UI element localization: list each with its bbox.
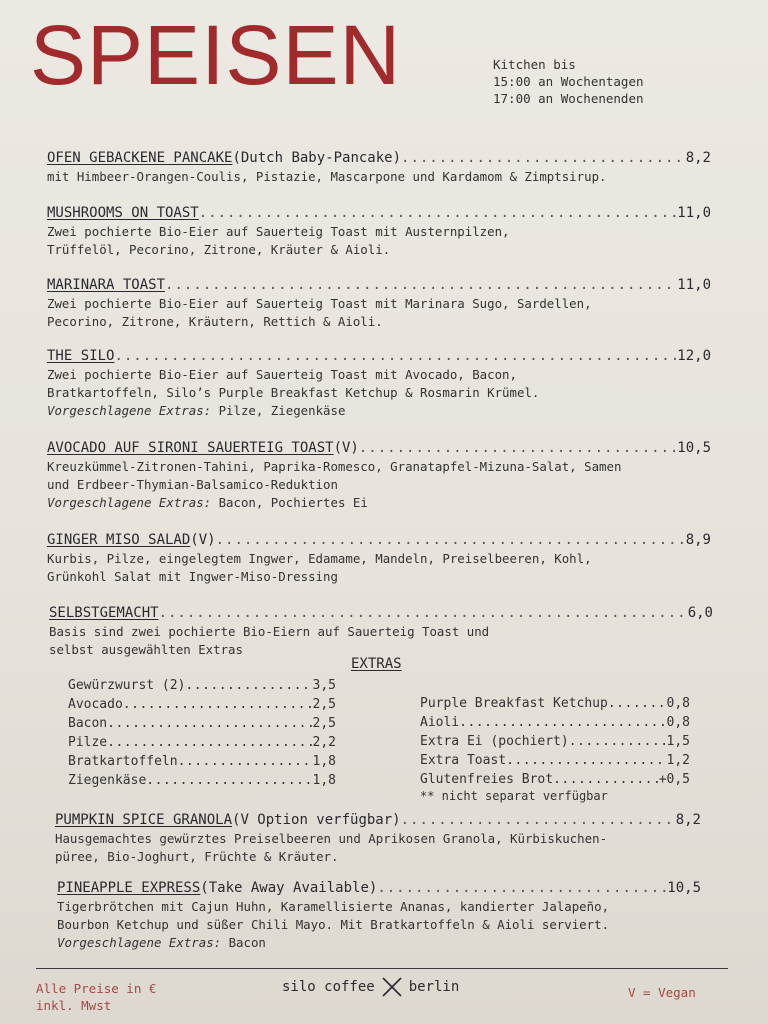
dot-leader bbox=[114, 346, 677, 366]
menu-item-selbstgemacht bbox=[49, 603, 713, 659]
item-name: PINEAPPLE EXPRESS bbox=[57, 880, 201, 896]
menu-item-ginger-miso-salad bbox=[47, 530, 711, 586]
dot-leader bbox=[165, 275, 677, 295]
extra-row bbox=[68, 733, 336, 752]
extra-row bbox=[420, 732, 690, 751]
dot-leader bbox=[377, 878, 667, 898]
suggested-extras bbox=[47, 494, 711, 512]
extras-heading: EXTRAS bbox=[351, 656, 402, 672]
menu-item-marinara bbox=[47, 275, 711, 331]
dot-leader bbox=[185, 676, 312, 695]
item-name: SELBSTGEMACHT bbox=[49, 605, 159, 621]
item-price: 8,2 bbox=[675, 812, 701, 828]
dot-leader bbox=[608, 694, 667, 713]
extra-row bbox=[68, 714, 336, 733]
extra-name: Bratkartoffeln bbox=[68, 754, 178, 769]
suggested-extras bbox=[57, 934, 701, 952]
dot-leader bbox=[506, 751, 666, 770]
dot-leader bbox=[359, 438, 677, 458]
extra-row bbox=[68, 771, 336, 790]
extra-row bbox=[68, 695, 336, 714]
dot-leader bbox=[178, 752, 313, 771]
item-name: OFEN GEBACKENE PANCAKE bbox=[47, 150, 233, 166]
item-description: Hausgemachtes gewürztes Preiselbeeren und Aprikosen Granola, Kürbiskuchen- püree, Bio-Joghurt, Früchte & Kräuter. bbox=[55, 831, 608, 864]
cross-icon bbox=[381, 976, 403, 998]
item-name: GINGER MISO SALAD bbox=[47, 532, 191, 548]
extra-name: Extra Toast bbox=[420, 753, 507, 768]
item-suffix: (V) bbox=[333, 440, 359, 456]
item-header bbox=[47, 346, 711, 366]
price-note: Alle Preise in € inkl. Mwst bbox=[36, 981, 157, 1013]
item-description: mit Himbeer-Orangen-Coulis, Pistazie, Mascarpone und Kardamom & Zimptsirup. bbox=[47, 169, 607, 184]
brand-name: silo coffee bbox=[282, 979, 375, 995]
extra-row bbox=[420, 751, 690, 770]
extra-name: Extra Ei (pochiert) bbox=[420, 734, 569, 749]
item-suffix: (Take Away Available) bbox=[200, 880, 378, 896]
extra-row bbox=[420, 770, 690, 789]
extra-name: Ziegenkäse bbox=[68, 773, 147, 788]
item-price: 6,0 bbox=[687, 605, 713, 621]
extras-note: ** nicht separat verfügbar bbox=[420, 789, 608, 803]
item-suffix: (V) bbox=[190, 532, 216, 548]
extra-price: +0,5 bbox=[658, 772, 690, 787]
dot-leader bbox=[553, 770, 659, 789]
extra-name: Pilze bbox=[68, 735, 108, 750]
item-name: AVOCADO AUF SIRONI SAUERTEIG TOAST bbox=[47, 440, 334, 456]
item-price: 11,0 bbox=[677, 277, 711, 293]
hours-line: Kitchen bis bbox=[493, 57, 576, 72]
footer-divider bbox=[36, 968, 728, 969]
extra-name: Purple Breakfast Ketchup bbox=[420, 696, 608, 711]
dot-leader bbox=[146, 771, 312, 790]
extras-right-list bbox=[420, 694, 690, 789]
dot-leader bbox=[199, 203, 678, 223]
kitchen-hours bbox=[493, 56, 644, 107]
extra-name: Gewürzwurst (2) bbox=[68, 678, 186, 693]
item-header bbox=[47, 203, 711, 223]
dot-leader bbox=[569, 732, 667, 751]
extra-price: 2,5 bbox=[312, 716, 336, 731]
menu-item-pineapple-express bbox=[57, 878, 701, 952]
dot-leader bbox=[216, 530, 686, 550]
extra-name: Aioli bbox=[420, 715, 460, 730]
extra-name: Bacon bbox=[68, 716, 108, 731]
dot-leader bbox=[159, 603, 688, 623]
dot-leader bbox=[123, 695, 313, 714]
brand-logo bbox=[282, 976, 459, 998]
item-suffix: (V Option verfügbar) bbox=[232, 812, 401, 828]
item-name: MARINARA TOAST bbox=[47, 277, 166, 293]
dot-leader bbox=[459, 713, 666, 732]
item-price: 11,0 bbox=[677, 205, 711, 221]
menu-item-the-silo bbox=[47, 346, 711, 420]
dot-leader bbox=[401, 148, 686, 168]
hours-line: 15:00 an Wochentagen bbox=[493, 74, 644, 89]
item-description: Zwei pochierte Bio-Eier auf Sauerteig Toast mit Avocado, Bacon, Bratkartoffeln, Silo’s Purple Breakfast Ketchup & Rosmarin Krümel. bbox=[47, 367, 540, 400]
item-price: 12,0 bbox=[677, 348, 711, 364]
extra-name: Glutenfreies Brot bbox=[420, 772, 554, 787]
item-description: Kurbis, Pilze, eingelegtem Ingwer, Edamame, Mandeln, Preiselbeeren, Kohl, Grünkohl Salat mit Ingwer-Miso-Dressing bbox=[47, 551, 592, 584]
extra-price: 1,2 bbox=[666, 753, 690, 768]
extra-price: 1,8 bbox=[312, 754, 336, 769]
extra-price: 2,2 bbox=[312, 735, 336, 750]
extra-row bbox=[68, 676, 336, 695]
dot-leader bbox=[107, 714, 312, 733]
item-price: 8,2 bbox=[685, 150, 711, 166]
item-header bbox=[49, 603, 713, 623]
item-price: 8,9 bbox=[685, 532, 711, 548]
suggested-label: Vorgeschlagene Extras: bbox=[57, 935, 222, 950]
item-header bbox=[47, 438, 711, 458]
extra-name: Avocado bbox=[68, 697, 123, 712]
hours-line: 17:00 an Wochenenden bbox=[493, 91, 644, 106]
item-header bbox=[47, 148, 711, 168]
item-description: Zwei pochierte Bio-Eier auf Sauerteig Toast mit Austernpilzen, Trüffelöl, Pecorino, Zitrone, Kräuter & Aioli. bbox=[47, 224, 510, 257]
menu-item-pumpkin-granola bbox=[55, 810, 701, 866]
item-description: Basis sind zwei pochierte Bio-Eiern auf Sauerteig Toast und selbst ausgewählten Extras bbox=[49, 624, 490, 657]
item-name: PUMPKIN SPICE GRANOLA bbox=[55, 812, 233, 828]
dot-leader bbox=[107, 733, 312, 752]
item-description: Kreuzkümmel-Zitronen-Tahini, Paprika-Romesco, Granatapfel-Mizuna-Salat, Samen und Erdbeer-Thymian-Balsamico-Reduktion bbox=[47, 459, 622, 492]
item-header bbox=[47, 275, 711, 295]
item-name: THE SILO bbox=[47, 348, 115, 364]
suggested-extras bbox=[47, 402, 711, 420]
item-header bbox=[47, 530, 711, 550]
item-description: Zwei pochierte Bio-Eier auf Sauerteig Toast mit Marinara Sugo, Sardellen, Pecorino, Zitrone, Kräutern, Rettich & Aioli. bbox=[47, 296, 592, 329]
suggested-items: Pilze, Ziegenkäse bbox=[218, 403, 346, 418]
brand-city: berlin bbox=[408, 979, 460, 995]
page-title: SPEISEN bbox=[30, 8, 402, 102]
suggested-label: Vorgeschlagene Extras: bbox=[47, 403, 212, 418]
extra-price: 2,5 bbox=[312, 697, 336, 712]
extra-row bbox=[420, 694, 690, 713]
extra-price: 1,8 bbox=[312, 773, 336, 788]
item-description: Tigerbrötchen mit Cajun Huhn, Karamellisierte Ananas, kandierter Jalapeño, Bourbon Ketchup und süßer Chili Mayo. Mit Bratkartoffeln & Aioli serviert. bbox=[57, 899, 610, 932]
suggested-items: Bacon, Pochiertes Ei bbox=[218, 495, 368, 510]
vegan-legend: V = Vegan bbox=[628, 985, 696, 1000]
item-price: 10,5 bbox=[667, 880, 701, 896]
extra-price: 1,5 bbox=[666, 734, 690, 749]
menu-item-avocado-toast bbox=[47, 438, 711, 512]
suggested-label: Vorgeschlagene Extras: bbox=[47, 495, 212, 510]
item-header bbox=[57, 878, 701, 898]
menu-item-pancake bbox=[47, 148, 711, 186]
menu-item-mushrooms bbox=[47, 203, 711, 259]
item-suffix: (Dutch Baby-Pancake) bbox=[232, 150, 402, 166]
extra-price: 0,8 bbox=[666, 715, 690, 730]
item-header bbox=[55, 810, 701, 830]
dot-leader bbox=[401, 810, 676, 830]
extra-price: 0,8 bbox=[666, 696, 690, 711]
item-name: MUSHROOMS ON TOAST bbox=[47, 205, 199, 221]
item-price: 10,5 bbox=[677, 440, 711, 456]
extra-price: 3,5 bbox=[312, 678, 336, 693]
extra-row bbox=[68, 752, 336, 771]
suggested-items: Bacon bbox=[228, 935, 266, 950]
extras-left-list bbox=[68, 676, 336, 790]
extra-row bbox=[420, 713, 690, 732]
